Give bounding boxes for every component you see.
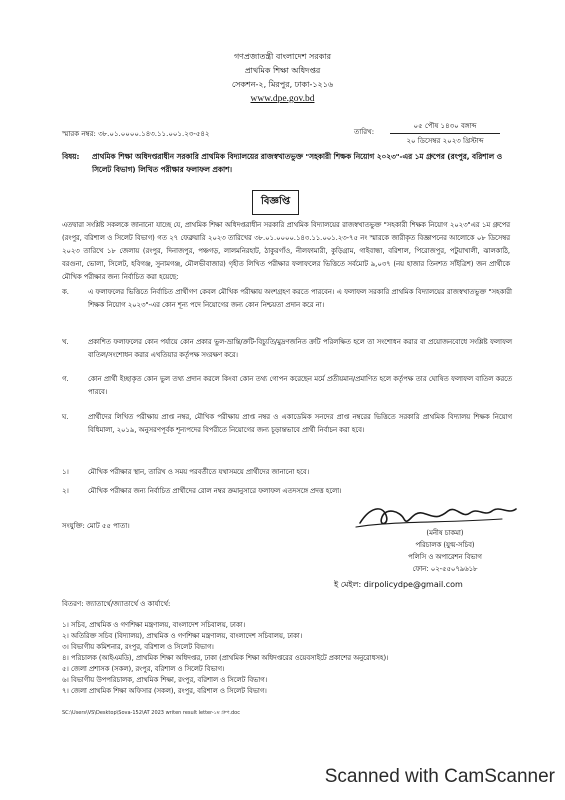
letterhead xyxy=(0,50,565,106)
item-text: এ ফলাফলের ভিত্তিতে নির্বাচিত প্রার্থীগণ কেবল মৌখিক পরীক্ষায় অংশগ্রহণ করতে পারবেন। এ ফলাফল সরকারি প্রাথমিক বিদ্যালয়ের রাজস্বখাতভুক্ত "সহকারী শিক্ষক নিয়োগ ২০২৩"-এর কোন শূন্য পদে নিয়োগের জন্য কোন নিশ্চয়তা প্রদান করে না। xyxy=(88,288,512,309)
item-text: মৌখিক পরীক্ষার জন্য নির্বাচিত প্রার্থীদের রোল নম্বর ক্রমানুসারে ফলাফল এতদসঙ্গে প্রদত্ত হলো। xyxy=(88,487,342,495)
condition-item xyxy=(62,411,512,437)
subject-line xyxy=(62,150,522,176)
subject-label: বিষয়: xyxy=(62,152,80,161)
item-number: ২। xyxy=(62,487,69,495)
subject-text: প্রাথমিক শিক্ষা অধিদপ্তরাধীন সরকারি প্রাথমিক বিদ্যালয়ের রাজস্বখাতভুক্ত "সহকারী শিক্ষক নিয়োগ ২০২৩"-এর ১ম গ্রুপের (রংপুর, বরিশাল ও সিলেট বিভাগ) লিখিত পরীক্ষার ফলাফল প্রকাশ। xyxy=(92,152,502,174)
item-text: প্রকাশিত ফলাফলের কোন পর্যায়ে কোন প্রকার ভুল-ভ্রান্তি/ক্রটি-বিচ্যুতি/মুদ্রণজনিত ক্রটি পরিলক্ষিত হলে তা সংশোধন করার বা প্রয়োজনবোধে সংশ্লিষ্ট ফলাফল বাতিল/সংশোধন করার এখতিয়ার কর্তৃপক্ষ সংরক্ষণ করে। xyxy=(88,338,512,359)
office-address: সেকশন-২, মিরপুর, ঢাকা-১২১৬ xyxy=(231,80,334,89)
signatory-designation: পরিচালক (যুগ্ম-সচিব) xyxy=(415,541,475,549)
item-number: গ. xyxy=(62,375,69,383)
list-item: ৩। বিভাগীয় কমিশনার, রংপুর, বরিশাল ও সিলেট বিভাগ। xyxy=(62,643,214,651)
signatory-name: (মনীষ চাকমা) xyxy=(426,529,464,537)
item-number: ঘ. xyxy=(62,413,69,421)
date-bangla: ০৫ পৌষ ১৪৩০ বঙ্গাব্দ xyxy=(390,120,500,134)
date-label: তারিখ: xyxy=(354,128,375,136)
date-block xyxy=(354,120,500,147)
condition-item xyxy=(62,336,512,362)
item-text: প্রার্থীদের লিখিত পরীক্ষায় প্রাপ্ত নম্বর, মৌখিক পরীক্ষায় প্রাপ্ত নম্বর ও একাডেমিক সনদের প্রাপ্ত নম্বরের ভিত্তিতে সরকারি প্রাথমিক বিদ্যালয় শিক্ষক নিয়োগ বিধিমালা, ২০১৯, অনুসরণপূর্বক শূন্যপদের বিপরীতে নিয়োগের জন্য চূড়ান্তভাবে প্রার্থী নির্বাচন করা হবে। xyxy=(88,413,512,434)
condition-item xyxy=(62,466,512,479)
file-path: SC:\Users\VS\Desktop\Sova-152\AT 2023 writen result letter-১ম গ্রুপ.doc xyxy=(62,710,240,716)
condition-item xyxy=(62,373,512,399)
list-item: ২। অতিরিক্ত সচিব (বিদ্যালয়), প্রাথমিক ও গণশিক্ষা মন্ত্রণালয়, বাংলাদেশ সচিবালয়, ঢাকা। xyxy=(62,632,303,640)
memo-number: স্মারক নম্বর: ৩৮.০১.০০০০.১৪৩.১১.০০১.২৩-৫৪২ xyxy=(62,130,210,138)
department-name: প্রাথমিক শিক্ষা অধিদপ্তর xyxy=(244,66,321,75)
item-text: কোন প্রার্থী ইচ্ছাকৃত কোন ভুল তথ্য প্রদান করলে কিংবা কোন তথ্য গোপন করেছেন মর্মে প্রতীয়মান/প্রমাণিত হলে কর্তৃপক্ষ তার ঘোষিত ফলাফল বাতিল করতে পারবে। xyxy=(88,375,512,396)
item-number: ১। xyxy=(62,468,69,476)
signatory-division: পলিসি ও অপারেশন বিভাগ xyxy=(408,553,482,561)
date-english: ২০ ডিসেম্বর ২০২৩ খ্রিস্টাব্দ xyxy=(406,137,484,145)
list-item: ৫। জেলা প্রশাসক (সকল), রংপুর, বরিশাল ও সিলেট বিভাগ। xyxy=(62,665,225,673)
signatory-email: ই মেইল: dirpolicydpe@gmail.com xyxy=(334,580,463,589)
item-number: ক. xyxy=(62,288,69,296)
signatory-block xyxy=(360,527,530,575)
scanner-watermark: Scanned with CamScanner xyxy=(324,766,555,787)
distribution-list xyxy=(62,620,389,697)
item-text: মৌখিক পরীক্ষার স্থান, তারিখ ও সময় পরবর্তীতে যথাসময়ে প্রার্থীদের জানানো হবে। xyxy=(88,468,310,476)
website-link[interactable]: www.dpe.gov.bd xyxy=(250,94,315,104)
govt-name: গণপ্রজাতন্ত্রী বাংলাদেশ সরকার xyxy=(233,52,332,61)
list-item: ৪। পরিচালক (আইএমডি), প্রাথমিক শিক্ষা অধিদপ্তর, ঢাকা (প্রাথমিক শিক্ষা অধিদপ্তরের ওয়েবসাইটে প্রকাশের অনুরোধসহ)। xyxy=(62,654,389,662)
distribution-heading: বিতরণ: জ্যাতার্থে/জ্যাতার্থে ও কার্যার্থে: xyxy=(62,600,171,608)
notice-title: বিজ্ঞপ্তি xyxy=(252,190,299,215)
signatory-phone: ফোন: ০২-৫৫০৭৯৬১৮ xyxy=(412,565,478,573)
condition-item xyxy=(62,286,512,312)
list-item: ৬। বিভাগীয় উপপরিচালক, প্রাথমিক শিক্ষা, রংপুর, বরিশাল ও সিলেট বিভাগ। xyxy=(62,676,268,684)
item-number: খ. xyxy=(62,338,69,346)
list-item: ৭। জেলা প্রাথমিক শিক্ষা অফিসার (সকল), রংপুর, বরিশাল ও সিলেট বিভাগ। xyxy=(62,687,267,695)
attachment-note: সংযুক্তি: মোট ৫৫ পাতা। xyxy=(62,522,130,530)
list-item: ১। সচিব, প্রাথমিক ও গণশিক্ষা মন্ত্রণালয়, বাংলাদেশ সচিবালয়, ঢাকা। xyxy=(62,621,246,629)
body-paragraph: এতদ্বারা সংশ্লিষ্ট সকলকে জানানো যাচ্ছে যে, প্রাথমিক শিক্ষা অধিদপ্তরাধীন সরকারি প্রাথমিক বিদ্যালয়ের রাজস্বখাতভুক্ত "সহকারী শিক্ষক নিয়োগ ২০২৩"এর ১ম গ্রুপের (রংপুর, বরিশাল ও সিলেট বিভাগ) গত ২৭ ফেব্রুয়ারি ২০২৩ তারিখের ৩৮.০১.০০০০.১৪৩.১১.০০১.২৩-৭৫ নং স্মারকে জারীকৃত বিজ্ঞাপনের আলোকে ০৮ ডিসেম্বর ২০২৩ তারিখে ১৮ জেলায় (রংপুর, দিনাজপুর, পঞ্চগড়, লালমনিরহাট, ঠাকুরগাঁও, নীলফামারী, কুড়িগ্রাম, গাইবান্ধা, বরিশাল, পিরোজপুর, পটুয়াখালী, ঝালকাঠি, বরগুনা, ভোলা, সিলেট, হবিগঞ্জ, সুনামগঞ্জ, মৌলভীবাজার) গৃহীত লিখিত পরীক্ষার ফলাফলের ভিত্তিতে সর্বমোট ৯,০৩৭ (নয় হাজার তিনশত সাঁইত্রিশ) জন প্রার্থীকে মৌখিক পরীক্ষার জন্য নির্বাচিত করা হয়েছে: xyxy=(62,221,510,281)
